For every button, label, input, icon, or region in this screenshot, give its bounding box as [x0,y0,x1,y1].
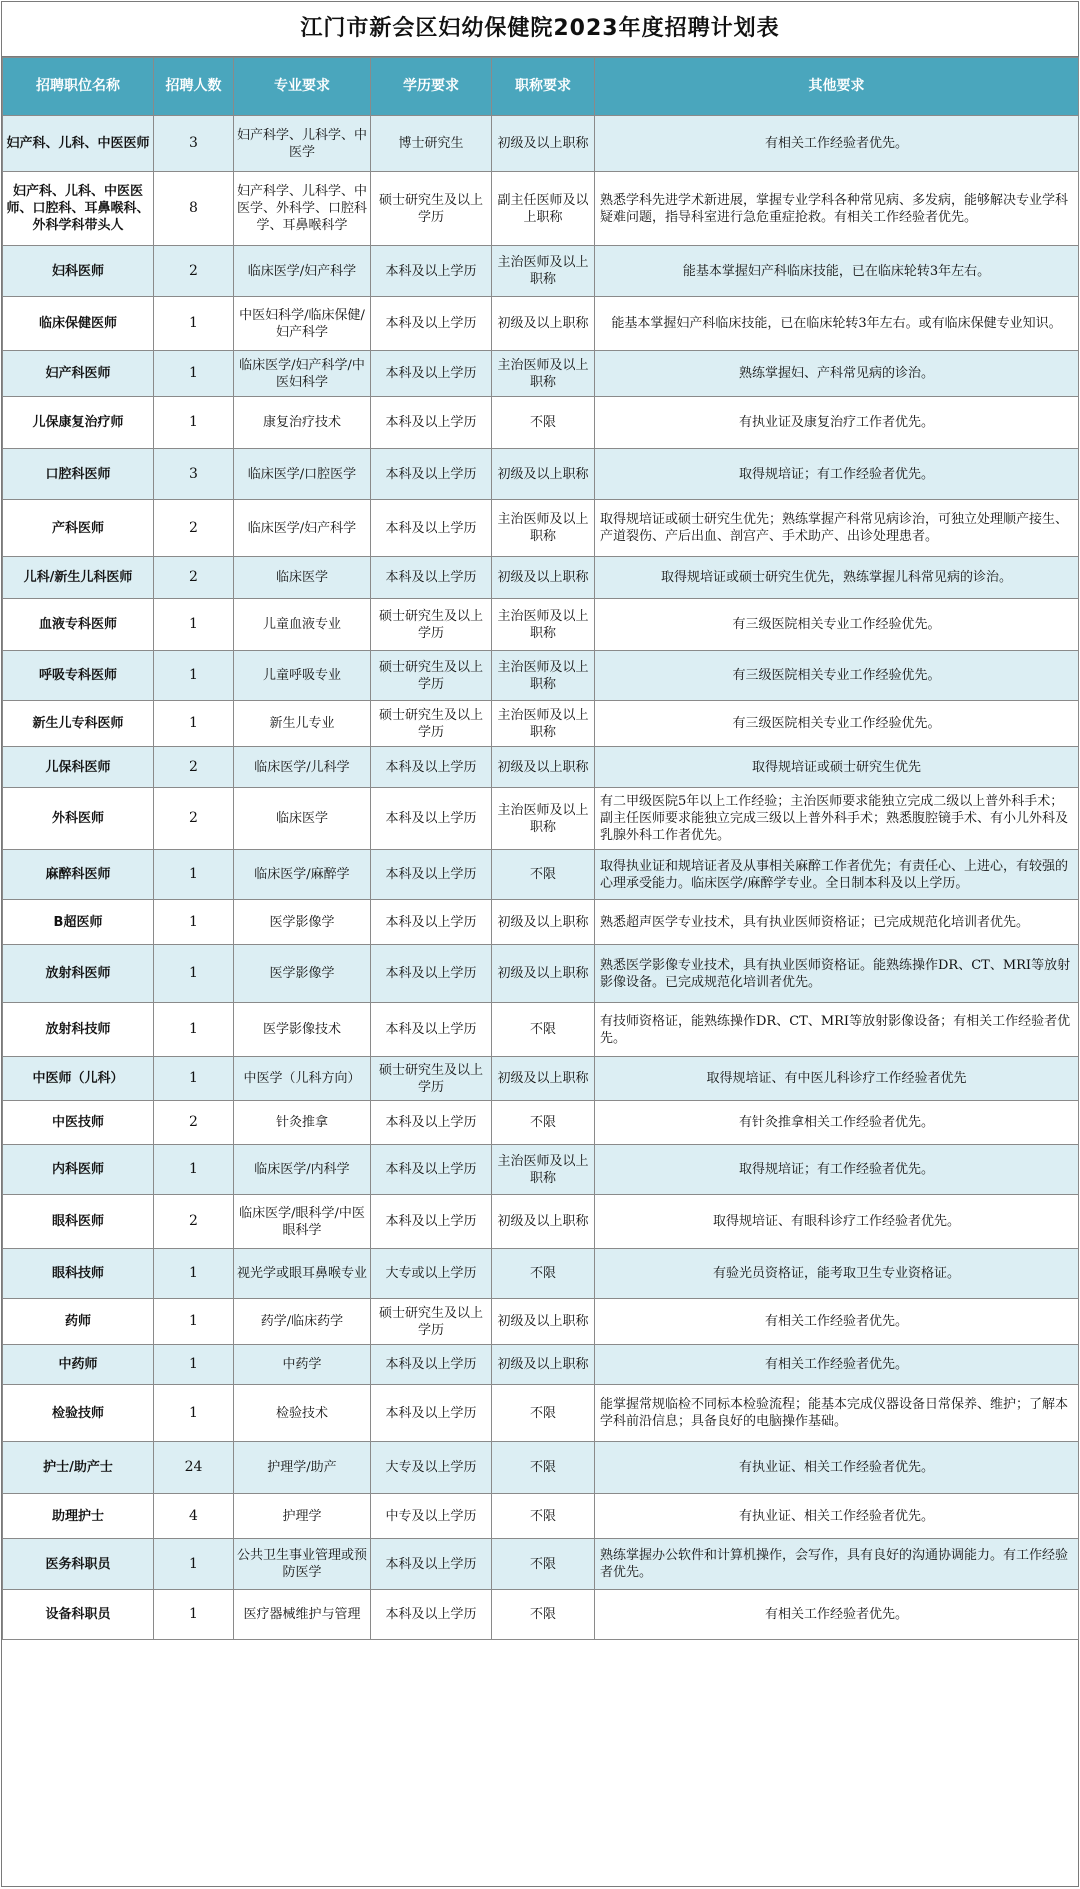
education-cell: 本科及以上学历 [371,500,492,557]
title-cell: 主治医师及以上职称 [492,1145,595,1195]
count-cell: 2 [154,500,234,557]
count-cell: 1 [154,1003,234,1057]
table-row [3,1494,1079,1539]
count-cell: 1 [154,1590,234,1640]
title-cell: 主治医师及以上职称 [492,351,595,397]
major-cell: 儿童血液专业 [234,599,371,651]
major-cell: 公共卫生事业管理或预防医学 [234,1539,371,1590]
count-cell: 1 [154,701,234,747]
count-cell: 1 [154,1057,234,1101]
major-cell: 中医学（儿科方向） [234,1057,371,1101]
title-cell: 初级及以上职称 [492,1299,595,1345]
position-cell: 放射科技师 [3,1003,154,1057]
education-cell: 大专及以上学历 [371,1442,492,1494]
major-cell: 临床医学/儿科学 [234,747,371,788]
table-row [3,1249,1079,1299]
position-cell: 内科医师 [3,1145,154,1195]
education-cell: 本科及以上学历 [371,945,492,1003]
table-row [3,1101,1079,1145]
title-cell: 主治医师及以上职称 [492,246,595,297]
major-cell: 视光学或眼耳鼻喉专业 [234,1249,371,1299]
position-cell: B超医师 [3,900,154,945]
other-cell: 能基本掌握妇产科临床技能，已在临床轮转3年左右。 [595,246,1079,297]
count-cell: 1 [154,1539,234,1590]
table-row [3,850,1079,900]
education-cell: 博士研究生 [371,116,492,172]
other-cell: 有执业证、相关工作经验者优先。 [595,1494,1079,1539]
position-cell: 放射科医师 [3,945,154,1003]
education-cell: 本科及以上学历 [371,1385,492,1442]
count-cell: 1 [154,1299,234,1345]
education-cell: 硕士研究生及以上学历 [371,172,492,246]
header-major: 专业要求 [234,58,371,116]
table-row [3,557,1079,599]
position-cell: 中医师（儿科） [3,1057,154,1101]
other-cell: 有相关工作经验者优先。 [595,116,1079,172]
title-cell: 不限 [492,1101,595,1145]
title-cell: 主治医师及以上职称 [492,500,595,557]
title-cell: 初级及以上职称 [492,557,595,599]
count-cell: 1 [154,1345,234,1385]
major-cell: 医学影像技术 [234,1003,371,1057]
table-row [3,172,1079,246]
table-row [3,1385,1079,1442]
education-cell: 本科及以上学历 [371,1590,492,1640]
education-cell: 本科及以上学历 [371,788,492,850]
title-cell: 主治医师及以上职称 [492,599,595,651]
other-cell: 熟练掌握办公软件和计算机操作，会写作，具有良好的沟通协调能力。有工作经验者优先。 [595,1539,1079,1590]
table-row [3,297,1079,351]
table-row [3,246,1079,297]
education-cell: 本科及以上学历 [371,850,492,900]
position-cell: 产科医师 [3,500,154,557]
major-cell: 临床医学/妇产科学 [234,246,371,297]
major-cell: 新生儿专业 [234,701,371,747]
table-row [3,788,1079,850]
count-cell: 1 [154,1145,234,1195]
position-cell: 临床保健医师 [3,297,154,351]
table-row [3,449,1079,500]
major-cell: 临床医学 [234,788,371,850]
title-cell: 初级及以上职称 [492,1057,595,1101]
other-cell: 取得规培证或硕士研究生优先；熟练掌握产科常见病诊治，可独立处理顺产接生、产道裂伤、产后出血、剖宫产、手术助产、出诊处理患者。 [595,500,1079,557]
major-cell: 妇产科学、儿科学、中医学、外科学、口腔科学、耳鼻喉科学 [234,172,371,246]
table-row [3,116,1079,172]
count-cell: 2 [154,1101,234,1145]
recruitment-plan-document [1,1,1079,1887]
title-cell: 不限 [492,1003,595,1057]
count-cell: 1 [154,397,234,449]
count-cell: 2 [154,1195,234,1249]
title-cell: 不限 [492,1385,595,1442]
table-row [3,1590,1079,1640]
table-row [3,500,1079,557]
position-cell: 儿保康复治疗师 [3,397,154,449]
position-cell: 妇产科医师 [3,351,154,397]
other-cell: 熟练掌握妇、产科常见病的诊治。 [595,351,1079,397]
title-cell: 主治医师及以上职称 [492,788,595,850]
position-cell: 妇产科、儿科、中医医师 [3,116,154,172]
table-row [3,351,1079,397]
education-cell: 硕士研究生及以上学历 [371,1299,492,1345]
position-cell: 儿保科医师 [3,747,154,788]
title-cell: 初级及以上职称 [492,1345,595,1385]
education-cell: 硕士研究生及以上学历 [371,1057,492,1101]
other-cell: 熟悉超声医学专业技术，具有执业医师资格证；已完成规范化培训者优先。 [595,900,1079,945]
title-cell: 初级及以上职称 [492,116,595,172]
education-cell: 本科及以上学历 [371,1345,492,1385]
other-cell: 能基本掌握妇产科临床技能，已在临床轮转3年左右。或有临床保健专业知识。 [595,297,1079,351]
major-cell: 中药学 [234,1345,371,1385]
other-cell: 取得规培证；有工作经验者优先。 [595,449,1079,500]
count-cell: 2 [154,246,234,297]
other-cell: 有三级医院相关专业工作经验优先。 [595,599,1079,651]
title-cell: 初级及以上职称 [492,1195,595,1249]
education-cell: 本科及以上学历 [371,1003,492,1057]
table-row [3,1345,1079,1385]
title-cell: 初级及以上职称 [492,945,595,1003]
position-cell: 中药师 [3,1345,154,1385]
major-cell: 妇产科学、儿科学、中医学 [234,116,371,172]
page-title: 江门市新会区妇幼保健院2023年度招聘计划表 [2,2,1078,57]
position-cell: 外科医师 [3,788,154,850]
other-cell: 有执业证及康复治疗工作者优先。 [595,397,1079,449]
title-cell: 不限 [492,1539,595,1590]
table-row [3,1299,1079,1345]
other-cell: 熟悉学科先进学术新进展，掌握专业学科各种常见病、多发病，能够解决专业学科疑难问题，指导科室进行急危重症抢救。有相关工作经验者优先。 [595,172,1079,246]
count-cell: 3 [154,116,234,172]
major-cell: 临床医学/口腔医学 [234,449,371,500]
title-cell: 主治医师及以上职称 [492,651,595,701]
position-cell: 中医技师 [3,1101,154,1145]
count-cell: 1 [154,1249,234,1299]
education-cell: 本科及以上学历 [371,557,492,599]
education-cell: 硕士研究生及以上学历 [371,599,492,651]
other-cell: 有相关工作经验者优先。 [595,1299,1079,1345]
position-cell: 新生儿专科医师 [3,701,154,747]
table-row [3,599,1079,651]
major-cell: 护理学 [234,1494,371,1539]
major-cell: 医疗器械维护与管理 [234,1590,371,1640]
education-cell: 本科及以上学历 [371,1101,492,1145]
title-cell: 不限 [492,1249,595,1299]
education-cell: 大专或以上学历 [371,1249,492,1299]
position-cell: 血液专科医师 [3,599,154,651]
count-cell: 1 [154,945,234,1003]
other-cell: 有执业证、相关工作经验者优先。 [595,1442,1079,1494]
education-cell: 本科及以上学历 [371,246,492,297]
count-cell: 1 [154,900,234,945]
title-cell: 不限 [492,1590,595,1640]
other-cell: 有技师资格证，能熟练操作DR、CT、MRI等放射影像设备；有相关工作经验者优先。 [595,1003,1079,1057]
count-cell: 2 [154,788,234,850]
other-cell: 熟悉医学影像专业技术，具有执业医师资格证。能熟练操作DR、CT、MRI等放射影像设备。已完成规范化培训者优先。 [595,945,1079,1003]
count-cell: 3 [154,449,234,500]
other-cell: 有三级医院相关专业工作经验优先。 [595,701,1079,747]
position-cell: 口腔科医师 [3,449,154,500]
education-cell: 硕士研究生及以上学历 [371,701,492,747]
header-title: 职称要求 [492,58,595,116]
other-cell: 取得规培证；有工作经验者优先。 [595,1145,1079,1195]
education-cell: 本科及以上学历 [371,747,492,788]
position-cell: 妇科医师 [3,246,154,297]
position-cell: 眼科医师 [3,1195,154,1249]
education-cell: 本科及以上学历 [371,397,492,449]
position-cell: 麻醉科医师 [3,850,154,900]
major-cell: 临床医学/妇产科学 [234,500,371,557]
table-row [3,900,1079,945]
major-cell: 儿童呼吸专业 [234,651,371,701]
table-row [3,1145,1079,1195]
title-cell: 主治医师及以上职称 [492,701,595,747]
header-education: 学历要求 [371,58,492,116]
title-cell: 不限 [492,1442,595,1494]
other-cell: 有相关工作经验者优先。 [595,1590,1079,1640]
major-cell: 中医妇科学/临床保健/妇产科学 [234,297,371,351]
count-cell: 2 [154,557,234,599]
count-cell: 1 [154,599,234,651]
table-row [3,701,1079,747]
count-cell: 24 [154,1442,234,1494]
title-cell: 初级及以上职称 [492,297,595,351]
other-cell: 有二甲级医院5年以上工作经验；主治医师要求能独立完成二级以上普外科手术；副主任医师要求能独立完成三级以上普外科手术；熟悉腹腔镜手术、有小儿外科及乳腺外科工作者优先。 [595,788,1079,850]
header-count: 招聘人数 [154,58,234,116]
table-row [3,1057,1079,1101]
count-cell: 1 [154,1385,234,1442]
major-cell: 护理学/助产 [234,1442,371,1494]
count-cell: 4 [154,1494,234,1539]
major-cell: 针灸推拿 [234,1101,371,1145]
other-cell: 取得规培证或硕士研究生优先 [595,747,1079,788]
header-position: 招聘职位名称 [3,58,154,116]
count-cell: 8 [154,172,234,246]
position-cell: 护士/助产士 [3,1442,154,1494]
table-header-row [3,58,1079,116]
title-cell: 初级及以上职称 [492,449,595,500]
other-cell: 取得规培证、有中医儿科诊疗工作经验者优先 [595,1057,1079,1101]
title-cell: 初级及以上职称 [492,747,595,788]
major-cell: 临床医学/麻醉学 [234,850,371,900]
position-cell: 检验技师 [3,1385,154,1442]
education-cell: 本科及以上学历 [371,1145,492,1195]
count-cell: 1 [154,850,234,900]
education-cell: 本科及以上学历 [371,900,492,945]
position-cell: 助理护士 [3,1494,154,1539]
table-row [3,945,1079,1003]
title-cell: 不限 [492,397,595,449]
title-cell: 副主任医师及以上职称 [492,172,595,246]
education-cell: 本科及以上学历 [371,1195,492,1249]
education-cell: 中专及以上学历 [371,1494,492,1539]
position-cell: 药师 [3,1299,154,1345]
recruitment-table [2,57,1079,1640]
other-cell: 取得规培证、有眼科诊疗工作经验者优先。 [595,1195,1079,1249]
position-cell: 医务科职员 [3,1539,154,1590]
table-row [3,1539,1079,1590]
major-cell: 临床医学 [234,557,371,599]
other-cell: 有验光员资格证，能考取卫生专业资格证。 [595,1249,1079,1299]
education-cell: 本科及以上学历 [371,1539,492,1590]
position-cell: 设备科职员 [3,1590,154,1640]
other-cell: 取得执业证和规培证者及从事相关麻醉工作者优先；有责任心、上进心，有较强的心理承受能力。临床医学/麻醉学专业。全日制本科及以上学历。 [595,850,1079,900]
other-cell: 有针灸推拿相关工作经验者优先。 [595,1101,1079,1145]
title-cell: 不限 [492,850,595,900]
major-cell: 临床医学/内科学 [234,1145,371,1195]
title-cell: 初级及以上职称 [492,900,595,945]
count-cell: 2 [154,747,234,788]
table-row [3,747,1079,788]
position-cell: 呼吸专科医师 [3,651,154,701]
title-cell: 不限 [492,1494,595,1539]
position-cell: 眼科技师 [3,1249,154,1299]
header-other: 其他要求 [595,58,1079,116]
count-cell: 1 [154,351,234,397]
education-cell: 本科及以上学历 [371,351,492,397]
table-row [3,1195,1079,1249]
major-cell: 检验技术 [234,1385,371,1442]
table-row [3,1003,1079,1057]
table-row [3,397,1079,449]
major-cell: 药学/临床药学 [234,1299,371,1345]
other-cell: 能掌握常规临检不同标本检验流程；能基本完成仪器设备日常保养、维护；了解本学科前沿信息；具备良好的电脑操作基础。 [595,1385,1079,1442]
table-row [3,1442,1079,1494]
table-row [3,651,1079,701]
other-cell: 有相关工作经验者优先。 [595,1345,1079,1385]
education-cell: 硕士研究生及以上学历 [371,651,492,701]
major-cell: 医学影像学 [234,900,371,945]
count-cell: 1 [154,297,234,351]
education-cell: 本科及以上学历 [371,449,492,500]
table-body [3,116,1079,1640]
major-cell: 医学影像学 [234,945,371,1003]
count-cell: 1 [154,651,234,701]
other-cell: 有三级医院相关专业工作经验优先。 [595,651,1079,701]
position-cell: 妇产科、儿科、中医医师、口腔科、耳鼻喉科、外科学科带头人 [3,172,154,246]
education-cell: 本科及以上学历 [371,297,492,351]
major-cell: 临床医学/眼科学/中医眼科学 [234,1195,371,1249]
position-cell: 儿科/新生儿科医师 [3,557,154,599]
other-cell: 取得规培证或硕士研究生优先，熟练掌握儿科常见病的诊治。 [595,557,1079,599]
major-cell: 康复治疗技术 [234,397,371,449]
major-cell: 临床医学/妇产科学/中医妇科学 [234,351,371,397]
